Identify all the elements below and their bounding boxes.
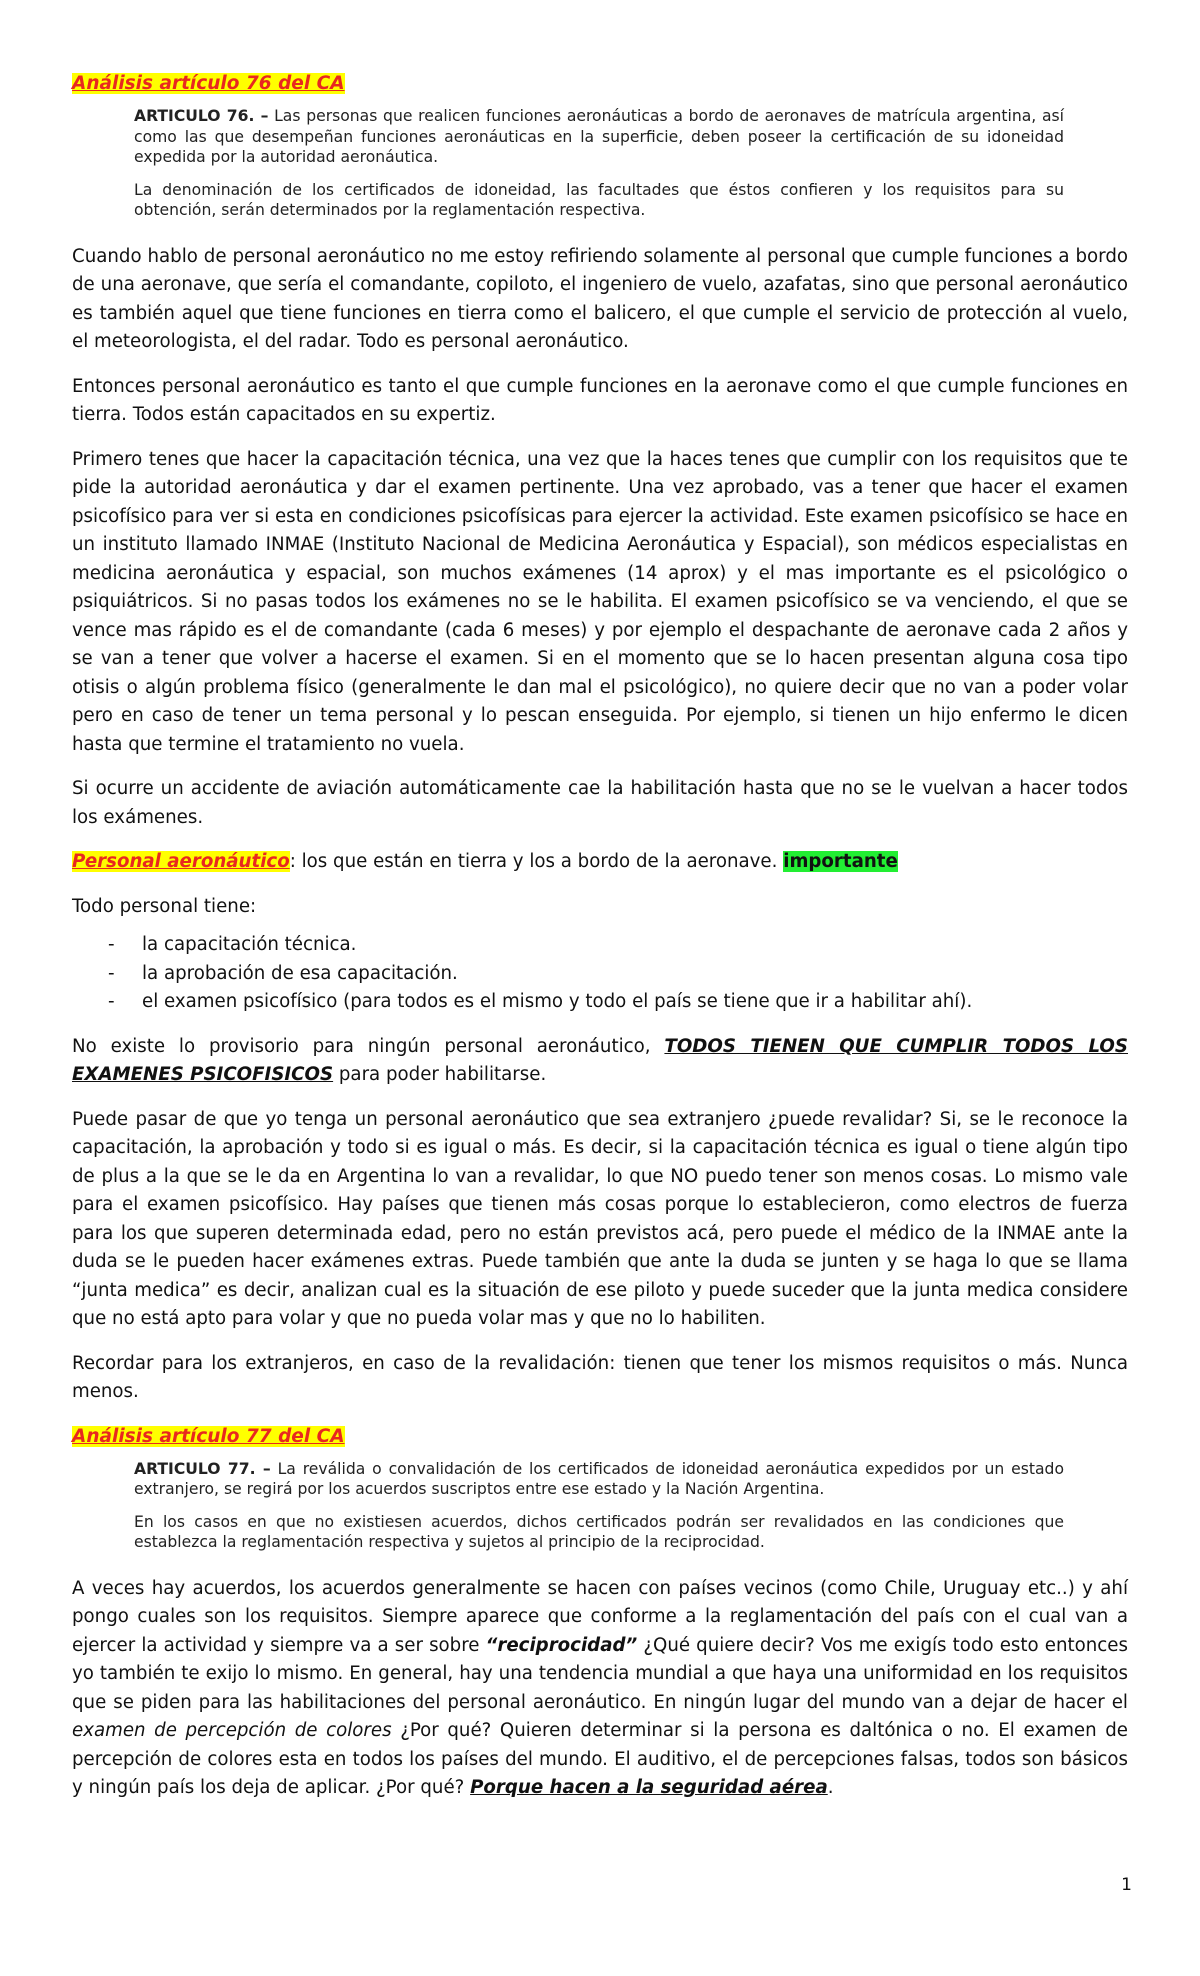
heading-article-76-text: Análisis artículo 76 del CA bbox=[72, 73, 345, 94]
paragraph-10-a: A veces hay acuerdos, los acuerdos generalmente se hacen con países vecinos (como Chile, Uruguay etc..) y ahí pongo cuales son los requisitos. Siempre aparece que conforme a la reglamentación del país con el cual van a ejercer la actividad y siempre va a ser sobre bbox=[72, 1577, 1128, 1656]
article-77-paragraph-1 bbox=[134, 1459, 1064, 1500]
list-item bbox=[72, 988, 1128, 1017]
paragraph-7 bbox=[72, 1033, 1128, 1090]
paragraph-7-emphasis: TODOS TIENEN QUE CUMPLIR TODOS LOS EXAMENES PSICOFISICOS bbox=[72, 1035, 1128, 1085]
paragraph-6: Todo personal tiene: bbox=[72, 895, 257, 917]
dash-bullet: - bbox=[108, 962, 115, 984]
article-77-quote bbox=[134, 1459, 1064, 1553]
paragraph-8: Puede pasar de que yo tenga un personal aeronáutico que sea extranjero ¿puede revalidar? Si, se le reconoce la capacitación, la aprobación y todo si es igual o más. Es decir, si la capacitación técnica es igual o tiene algún tipo de plus a la que se le da en Argentina lo van a revalidar, lo que NO puedo tener son menos cosas. Lo mismo vale para el examen psicofísico. Hay países que tienen más cosas porque lo establecieron, como electros de fuerza para los que superen determinada edad, pero no están previstos acá, pero puede el médico de la INMAE ante la duda se le pueden hacer exámenes extras. Puede también que ante la duda se junten y se haga lo que se llama “junta medica” es decir, analizan cual es la situación de ese piloto y puede suceder que la junta medica considere que no está apto para volar y que no pueda volar mas y que no lo habiliten. bbox=[72, 1108, 1128, 1329]
dash-bullet: - bbox=[108, 991, 115, 1012]
page-number: 1 bbox=[1121, 1875, 1132, 1895]
paragraph-7-a: No existe lo provisorio para ningún personal aeronáutico, bbox=[72, 1035, 651, 1057]
article-76-paragraph-1 bbox=[134, 106, 1064, 168]
list-item bbox=[72, 931, 1128, 960]
paragraph-10-period: . bbox=[827, 1777, 834, 1798]
color-exam-term: examen de percepción de colores bbox=[72, 1720, 392, 1741]
paragraph-2: Entonces personal aeronáutico es tanto el que cumple funciones en la aeronave como el que cumple funciones en tierra. Todos están capacitados en su expertiz. bbox=[72, 375, 1128, 425]
paragraph-3: Primero tenes que hacer la capacitación técnica, una vez que la haces tenes que cumplir con los requisitos que te pide la autoridad aeronáutica y dar el examen pertinente. Una vez aprobado, vas a tener que hacer el examen psicofísico para ver si esta en condiciones psicofísicas para ejercer la actividad. Este examen psicofísico se hace en un instituto llamado INMAE (Instituto Nacional de Medicina Aeronáutica y Espacial), son médicos especialistas en medicina aeronáutica y espacial, son muchos exámenes (14 aprox) y el mas importante es el psicológico o psiquiátricos. Si no pasas todos los exámenes no se le habilita. El examen psicofísico se va venciendo, el que se vence mas rápido es el de comandante (cada 6 meses) y por ejemplo el despachante de aeronave cada 2 años y se van a tener que volver a hacerse el examen. Si en el momento que se lo hacen presentan alguna cosa tipo otisis o algún problema físico (generalmente le dan mal el psicológico), no quiere decir que no van a poder volar pero en caso de tener un tema personal y lo pescan enseguida. Por ejemplo, si tienen un hijo enfermo le dicen hasta que termine el tratamiento no vuela. bbox=[72, 448, 1128, 755]
importante-tag: importante bbox=[783, 851, 898, 872]
article-77-paragraph-2: En los casos en que no existiesen acuerdos, dichos certificados podrán ser revalidados en las condiciones que establezca la reglamentación respectiva y sujetos al principio de la reciprocidad. bbox=[134, 1512, 1064, 1551]
paragraph-4: Si ocurre un accidente de aviación automáticamente cae la habilitación hasta que no se le vuelvan a hacer todos los exámenes. bbox=[72, 778, 1128, 828]
article-77-lead: ARTICULO 77. – bbox=[134, 1459, 271, 1478]
term-personal-aeronautico: Personal aeronáutico bbox=[72, 851, 290, 872]
article-76-quote bbox=[134, 106, 1064, 221]
dash-bullet: - bbox=[108, 934, 115, 955]
paragraph-10 bbox=[72, 1575, 1128, 1803]
seguridad-aerea-term: Porque hacen a la seguridad aérea bbox=[470, 1777, 828, 1798]
article-76-text-1: Las personas que realicen funciones aeronáuticas a bordo de aeronaves de matrícula argentina, así como las que desempeñan funciones aeronáuticas en la superficie, deben poseer la certificación de su idoneidad expedida por la autoridad aeronáutica. bbox=[134, 107, 1064, 166]
list-item-text: la capacitación técnica. bbox=[142, 934, 357, 955]
heading-article-76 bbox=[72, 70, 1128, 98]
list-item-text: el examen psicofísico (para todos es el mismo y todo el país se tiene que ir a habilitar ahí). bbox=[142, 991, 973, 1012]
article-77-text-1: La reválida o convalidación de los certificados de idoneidad aeronáutica expedidos por un estado extranjero, se regirá por los acuerdos suscriptos entre ese estado y la Nación Argentina. bbox=[134, 1459, 1064, 1498]
requirements-list bbox=[72, 931, 1128, 1017]
list-item bbox=[72, 960, 1128, 989]
article-76-paragraph-2: La denominación de los certificados de idoneidad, las facultades que éstos confieren y los requisitos para su obtención, serán determinados por la reglamentación respectiva. bbox=[134, 180, 1064, 219]
list-item-text: la aprobación de esa capacitación. bbox=[142, 962, 458, 984]
paragraph-9: Recordar para los extranjeros, en caso de la revalidación: tienen que tener los mismos requisitos o más. Nunca menos. bbox=[72, 1352, 1128, 1402]
paragraph-1: Cuando hablo de personal aeronáutico no me estoy refiriendo solamente al personal que cumple funciones a bordo de una aeronave, que sería el comandante, copiloto, el ingeniero de vuelo, azafatas, sino que personal aeronáutico es también aquel que tiene funciones en tierra como el balicero, el que cumple el servicio de protección al vuelo, el meteorologista, el del radar. Todo es personal aeronáutico. bbox=[72, 245, 1128, 352]
paragraph-5 bbox=[72, 848, 1128, 877]
article-76-lead: ARTICULO 76. – bbox=[134, 107, 269, 125]
paragraph-10-e: ¿Por qué? Quieren determinar si la persona es daltónica o no. El examen de percepción de colores esta en todos los países del mundo. El auditivo, el de percepciones falsas, todos son básicos y ningún país los deja de aplicar. ¿Por qué? bbox=[72, 1720, 1128, 1798]
heading-article-77 bbox=[72, 1423, 1128, 1451]
paragraph-10-c: ¿Qué quiere decir? Vos me exigís todo esto entonces yo también te exijo lo mismo. En general, hay una tendencia mundial a que haya una uniformidad en los requisitos que se piden para las habilitaciones del personal aeronáutico. En ningún lugar del mundo van a dejar de hacer el bbox=[72, 1634, 1128, 1713]
paragraph-5-rest: : los que están en tierra y los a bordo de la aeronave. bbox=[289, 851, 778, 872]
heading-article-77-text: Análisis artículo 77 del CA bbox=[72, 1425, 345, 1447]
reciprocidad-term: “reciprocidad” bbox=[485, 1634, 638, 1656]
paragraph-7-c: para poder habilitarse. bbox=[338, 1064, 547, 1085]
